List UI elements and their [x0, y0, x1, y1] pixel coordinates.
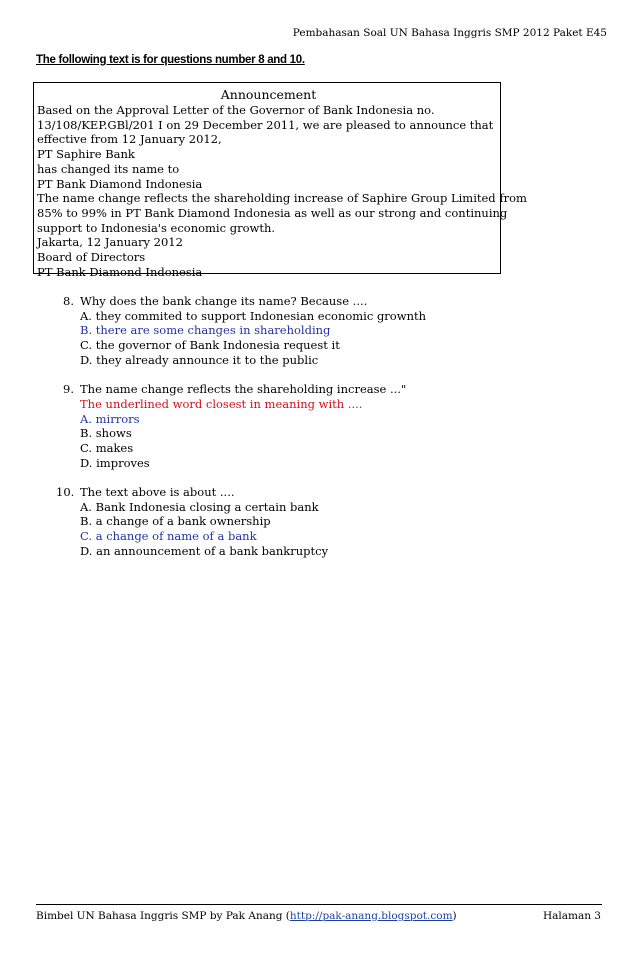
announcement-line: Based on the Approval Letter of the Governor of Bank Indonesia no.: [37, 103, 435, 117]
footer-credit-prefix: Bimbel UN Bahasa Inggris SMP by Pak Anang (: [36, 910, 290, 922]
option-c: C. makes: [80, 440, 134, 455]
option-c-answer: C. a change of name of a bank: [80, 529, 257, 544]
option-d: D. they already announce it to the public: [80, 352, 319, 367]
announcement-line: The name change reflects the shareholding increase of Saphire Group Limited from: [37, 191, 527, 206]
question-number: 9.: [63, 382, 74, 397]
announcement-line: support to Indonesia's economic growth.: [37, 220, 276, 235]
question-9: [56, 382, 426, 470]
announcement-title: Announcement: [220, 87, 317, 102]
option-b-answer: B. there are some changes in shareholding: [80, 323, 331, 338]
option-d: D. improves: [80, 455, 150, 470]
announcement-line: Board of Directors: [37, 250, 146, 265]
footer-credit: [36, 910, 457, 923]
question-number: 10.: [56, 484, 75, 499]
question-text: The text above is about ....: [80, 484, 235, 499]
question-text: Why does the bank change its name? Because ....: [80, 294, 368, 308]
question-10: [56, 485, 426, 559]
question-8: [56, 294, 426, 368]
announcement-line: has changed its name to: [37, 161, 180, 176]
option-b: B. shows: [80, 426, 132, 441]
option-a: A. Bank Indonesia closing a certain bank: [80, 499, 319, 514]
announcement-line: 85% to 99% in PT Bank Diamond Indonesia as well as our strong and continuing: [37, 205, 508, 220]
page-header: Pembahasan Soal UN Bahasa Inggris SMP 2012 Paket E45: [292, 27, 607, 39]
announcement-line: effective from 12 January 2012,: [37, 132, 222, 147]
footer-divider: [36, 904, 602, 905]
announcement-line: PT Bank Diamond Indonesia: [37, 264, 203, 279]
intro-heading: The following text is for questions number 8 and 10.: [36, 54, 305, 66]
page-number: Halaman 3: [542, 910, 601, 922]
option-d: D. an announcement of a bank bankruptcy: [80, 543, 329, 558]
question-text: The name change reflects the shareholding increase ...": [80, 382, 407, 397]
question-number: 8.: [63, 294, 74, 308]
option-a: A. they commited to support Indonesian economic grownth: [80, 308, 427, 323]
announcement-line: PT Bank Diamond Indonesia: [37, 176, 203, 191]
option-b: B. a change of a bank ownership: [80, 514, 271, 529]
option-c: C. the governor of Bank Indonesia request it: [80, 338, 340, 353]
footer-blog-link[interactable]: http://pak-anang.blogspot.com: [289, 910, 453, 922]
announcement-line: Jakarta, 12 January 2012: [37, 235, 183, 250]
announcement-box: [33, 82, 527, 279]
option-a-answer: A. mirrors: [80, 411, 140, 426]
announcement-line: 13/108/KEP.GBl/201 I on 29 December 2011, we are pleased to announce that: [37, 117, 494, 132]
announcement-line: PT Saphire Bank: [37, 147, 135, 162]
question-list: [56, 294, 426, 573]
footer-credit-suffix: ): [452, 910, 457, 922]
question-instruction: The underlined word closest in meaning with ....: [80, 396, 363, 411]
